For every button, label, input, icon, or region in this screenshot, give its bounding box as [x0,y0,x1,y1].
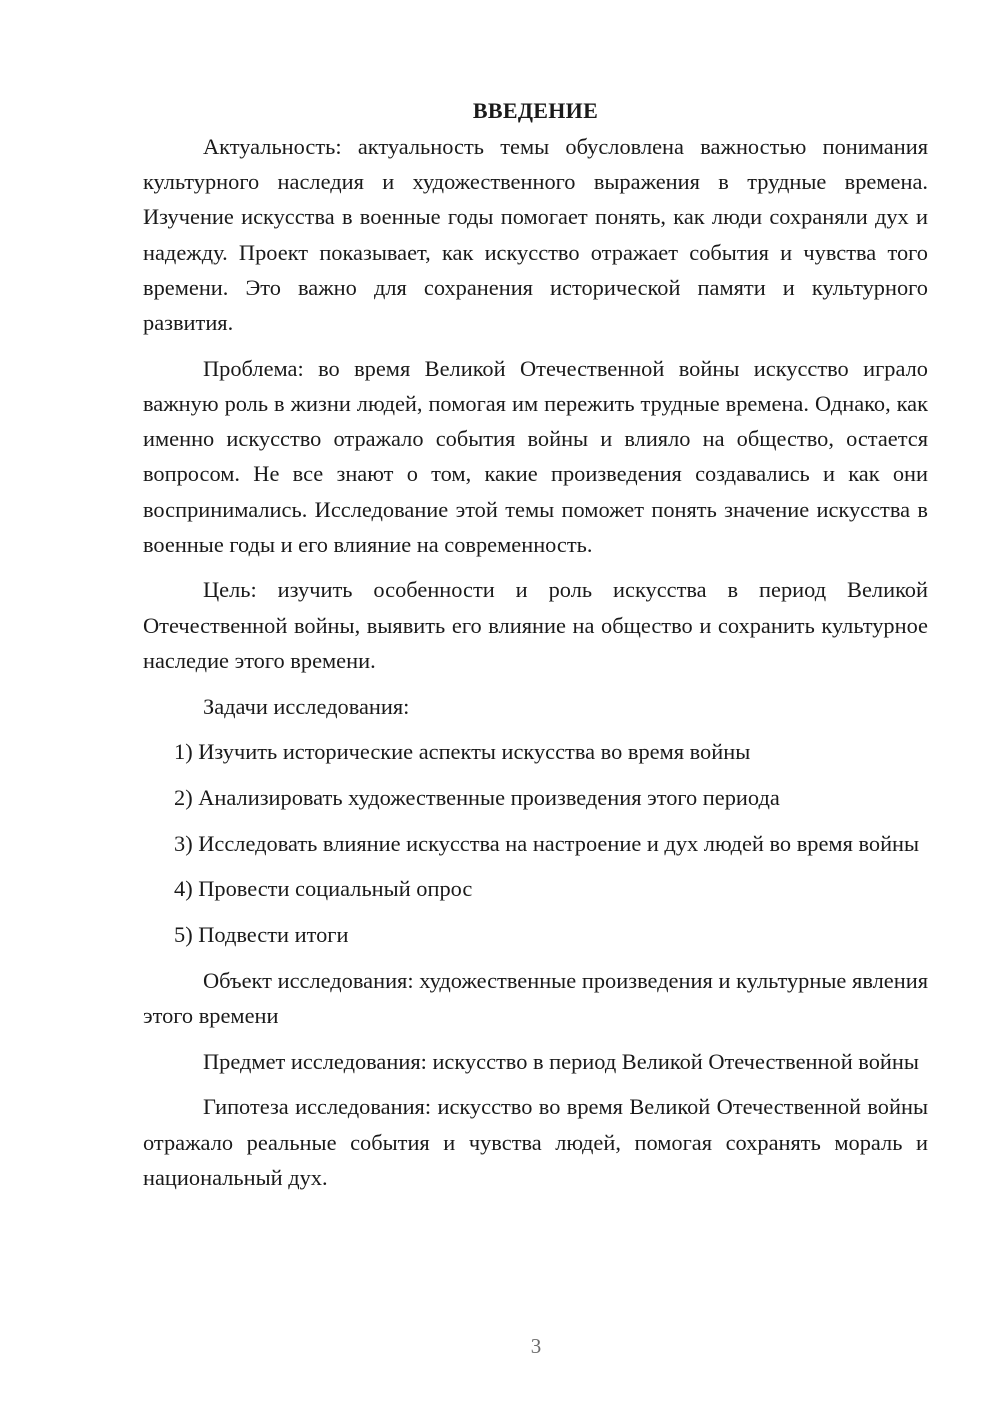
tasks-heading: Задачи исследования: [203,693,410,719]
subject-paragraph: Предмет исследования: искусство в период Великой Отечественной войны [203,1048,919,1074]
object-paragraph: Объект исследования: художественные произведения и культурные явления этого времени [143,967,928,1028]
list-item: 5) Подвести итоги [174,922,349,948]
hypothesis-paragraph: Гипотеза исследования: искусство во время Великой Отечественной войны отражало реальные события и чувства людей, помогая сохранять мораль и национальный дух. [143,1094,928,1190]
problem-paragraph: Проблема: во время Великой Отечественной войны искусство играло важную роль в жизни людей, помогая им пережить трудные времена. Однако, как именно искусство отражало события войны и влияло на общество, остается вопросом. Не все знают о том, какие произведения создавались и как они воспринимались. Исследование этой темы поможет понять значение искусства в военные годы и его влияние на современность. [143,355,928,557]
page-number: 3 [530,1334,542,1358]
list-item: 3) Исследовать влияние искусства на настроение и дух людей во время войны [174,830,920,856]
relevance-paragraph: Актуальность: актуальность темы обусловлена важностью понимания культурного наследия и художественного выражения в трудные времена. Изучение искусства в военные годы помогает понять, как люди сохраняли дух и надежду. Проект показывает, как искусство отражает события и чувства того времени. Это важно для сохранения исторической памяти и культурного развития. [143,134,928,336]
goal-paragraph: Цель: изучить особенности и роль искусства в период Великой Отечественной войны, выявить его влияние на общество и сохранить культурное наследие этого времени. [143,577,928,673]
list-item: 2) Анализировать художественные произведения этого периода [174,784,780,810]
page-title: ВВЕДЕНИЕ [472,98,599,123]
list-item: 4) Провести социальный опрос [174,876,473,902]
page-body [143,93,928,1205]
list-item: 1) Изучить исторические аспекты искусства во время войны [174,739,751,765]
tasks-list [143,734,928,952]
